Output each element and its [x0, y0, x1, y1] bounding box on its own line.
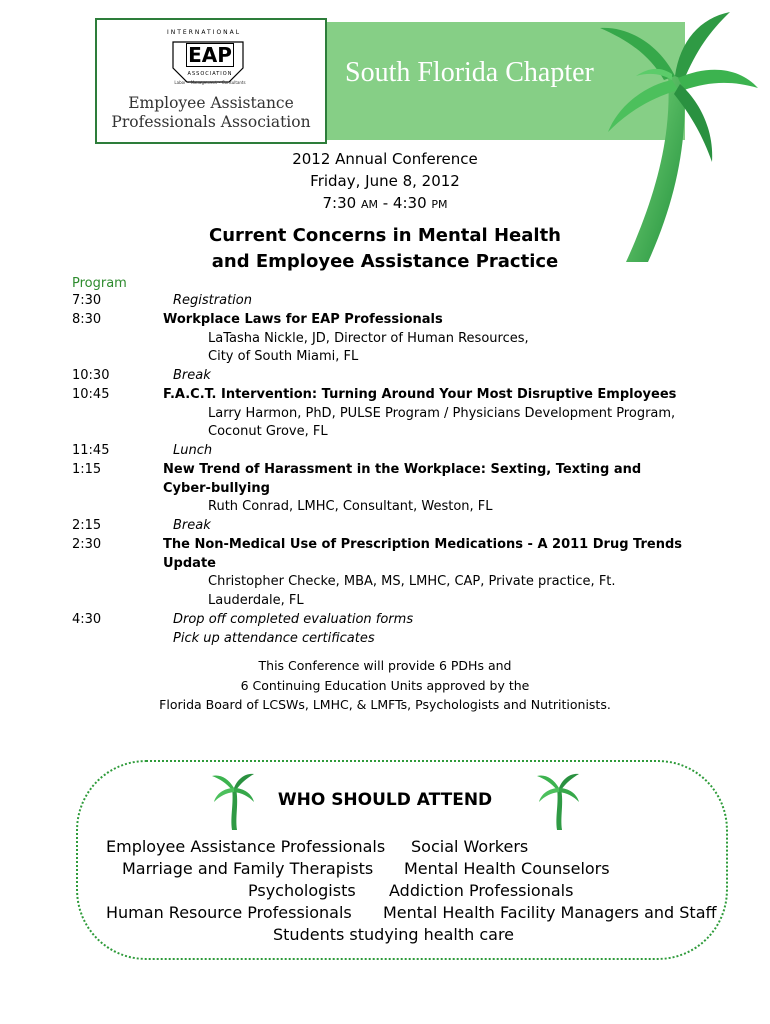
program-event: Drop off completed evaluation forms — [173, 611, 414, 627]
speaker-info: Coconut Grove, FL — [208, 424, 328, 440]
time-start: 7:30 — [322, 194, 357, 212]
organization-name-line1: Employee Assistance — [128, 94, 294, 112]
time-end: 4:30 — [392, 194, 427, 212]
conference-name: 2012 Annual Conference — [292, 150, 478, 168]
session-title: Cyber-bullying — [163, 480, 270, 496]
attendee-item: Psychologists — [248, 881, 356, 900]
logo-tagline: Labor • Management • Consultants — [174, 80, 246, 85]
program-time: 10:45 — [72, 386, 110, 402]
attendee-item: Human Resource Professionals — [106, 903, 352, 922]
program-time: 4:30 — [72, 611, 102, 627]
attendee-item: Employee Assistance Professionals — [106, 837, 386, 856]
attendee-item: Marriage and Family Therapists — [122, 859, 374, 878]
speaker-info: Larry Harmon, PhD, PULSE Program / Physicians Development Program, — [208, 405, 676, 421]
session-title: The Non-Medical Use of Prescription Medications - A 2011 Drug Trends — [163, 536, 682, 552]
speaker-info: Ruth Conrad, LMHC, Consultant, Weston, FL — [208, 499, 493, 515]
time-separator: - — [377, 194, 393, 212]
time-start-suffix: AM — [360, 198, 378, 211]
program-time: 8:30 — [72, 311, 102, 327]
program-event: Break — [173, 518, 211, 533]
attendee-item: Social Workers — [411, 837, 529, 856]
attendee-item: Addiction Professionals — [389, 881, 574, 900]
logo-eap-text: EAP — [186, 43, 234, 67]
credits-line3: Florida Board of LCSWs, LMHC, & LMFTs, Psychologists and Nutritionists. — [159, 697, 611, 712]
program-time: 1:15 — [72, 461, 102, 477]
organization-name — [105, 94, 317, 132]
credits-line2: 6 Continuing Education Units approved by the — [240, 678, 530, 693]
session-title: Update — [163, 555, 216, 571]
speaker-info: Lauderdale, FL — [208, 593, 304, 608]
program-time: 2:30 — [72, 536, 102, 552]
conference-title-line1: Current Concerns in Mental Health — [209, 225, 561, 246]
program-time: 2:15 — [72, 518, 102, 533]
speaker-info: City of South Miami, FL — [208, 349, 359, 365]
program-event: Break — [173, 368, 211, 383]
session-title: Workplace Laws for EAP Professionals — [163, 311, 443, 327]
time-end-suffix: PM — [431, 198, 448, 211]
program-event: Lunch — [173, 443, 213, 458]
program-event: Registration — [173, 293, 252, 308]
speaker-info: Christopher Checke, MBA, MS, LMHC, CAP, Private practice, Ft. — [208, 574, 616, 590]
who-should-attend-title: WHO SHOULD ATTEND — [277, 790, 493, 810]
conference-time — [0, 194, 770, 212]
eap-logo — [95, 18, 327, 144]
conference-date: Friday, June 8, 2012 — [310, 172, 460, 190]
session-title: New Trend of Harassment in the Workplace: Sexting, Texting and — [163, 461, 642, 477]
conference-title-line2: and Employee Assistance Practice — [211, 251, 559, 272]
session-title: F.A.C.T. Intervention: Turning Around Your Most Disruptive Employees — [163, 386, 677, 402]
attendee-item: Students studying health care — [273, 925, 515, 944]
logo-association-text: ASSOCIATION — [187, 71, 233, 77]
program-heading: Program — [72, 276, 127, 291]
organization-name-line2: Professionals Association — [111, 113, 311, 131]
credits-line1: This Conference will provide 6 PDHs and — [258, 658, 512, 673]
program-time: 7:30 — [72, 293, 102, 308]
program-time: 11:45 — [72, 443, 110, 458]
attendee-item: Mental Health Facility Managers and Staff — [383, 903, 717, 922]
attendee-item: Mental Health Counselors — [404, 859, 610, 878]
program-time: 10:30 — [72, 368, 110, 383]
chapter-title: South Florida Chapter — [345, 57, 594, 88]
speaker-info: LaTasha Nickle, JD, Director of Human Resources, — [208, 330, 529, 346]
logo-international-text: INTERNATIONAL — [167, 29, 242, 36]
program-event: Pick up attendance certificates — [173, 630, 375, 646]
